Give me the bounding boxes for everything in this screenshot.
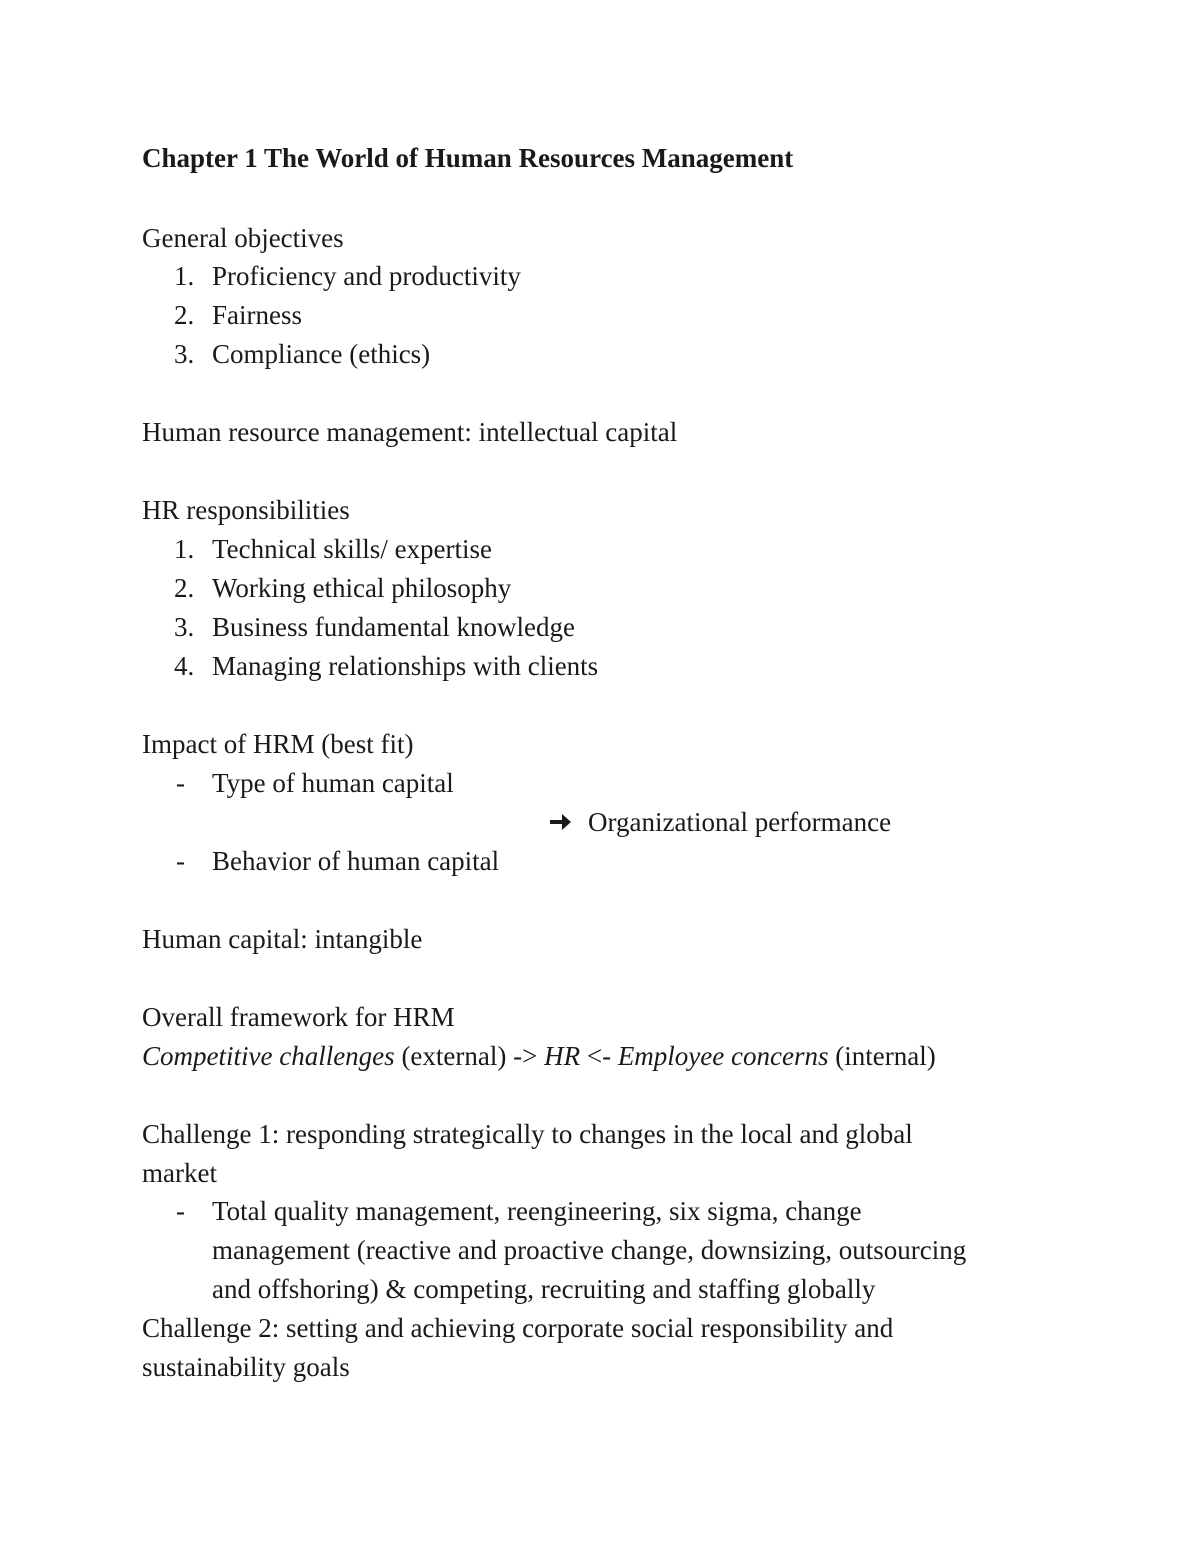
impact-item-behavior: Behavior of human capital — [212, 846, 500, 876]
list-number: 3. — [174, 339, 195, 369]
hrm-definition: Human resource management: intellectual capital — [142, 417, 678, 447]
framework-line — [142, 1040, 936, 1072]
challenge-1-line-1: Challenge 1: responding strategically to changes in the local and global — [142, 1119, 913, 1149]
challenge-2-line-2: sustainability goals — [142, 1352, 350, 1382]
arrow-left-label: <- — [580, 1041, 618, 1071]
competitive-challenges: Competitive challenges — [142, 1041, 395, 1071]
challenge-1-sub-line-1: Total quality management, reengineering, six sigma, change — [212, 1196, 862, 1226]
hr-label: HR — [544, 1041, 581, 1071]
list-item: Business fundamental knowledge — [212, 612, 575, 642]
impact-item-type: Type of human capital — [212, 768, 454, 798]
challenge-1-sub-line-3: and offshoring) & competing, recruiting and staffing globally — [212, 1274, 876, 1304]
list-item: Fairness — [212, 300, 302, 330]
right-arrow-icon — [548, 811, 572, 833]
bullet-dash: - — [176, 768, 185, 798]
impact-result-text: Organizational performance — [588, 807, 892, 837]
external-label: (external) -> — [394, 1041, 545, 1071]
employee-concerns: Employee concerns — [617, 1041, 829, 1071]
challenge-2-line-1: Challenge 2: setting and achieving corporate social responsibility and — [142, 1313, 894, 1343]
human-capital-definition: Human capital: intangible — [142, 924, 423, 954]
impact-result — [548, 806, 891, 838]
list-item: Working ethical philosophy — [212, 573, 512, 603]
hr-responsibilities-heading: HR responsibilities — [142, 495, 350, 525]
list-item: Technical skills/ expertise — [212, 534, 493, 564]
list-number: 4. — [174, 651, 195, 681]
list-number: 2. — [174, 300, 195, 330]
challenge-1-line-2: market — [142, 1158, 217, 1188]
list-number: 1. — [174, 534, 195, 564]
bullet-dash: - — [176, 846, 185, 876]
general-objectives-heading: General objectives — [142, 223, 344, 253]
challenge-1-sub-line-2: management (reactive and proactive change, downsizing, outsourcing — [212, 1235, 967, 1265]
list-item: Compliance (ethics) — [212, 339, 431, 369]
list-number: 2. — [174, 573, 195, 603]
bullet-dash: - — [176, 1196, 185, 1226]
internal-label: (internal) — [828, 1041, 936, 1071]
list-item: Managing relationships with clients — [212, 651, 599, 681]
list-number: 1. — [174, 261, 195, 291]
framework-heading: Overall framework for HRM — [142, 1002, 455, 1032]
impact-heading: Impact of HRM (best fit) — [142, 729, 414, 759]
list-item: Proficiency and productivity — [212, 261, 521, 291]
page-title: Chapter 1 The World of Human Resources Management — [142, 143, 794, 173]
list-number: 3. — [174, 612, 195, 642]
